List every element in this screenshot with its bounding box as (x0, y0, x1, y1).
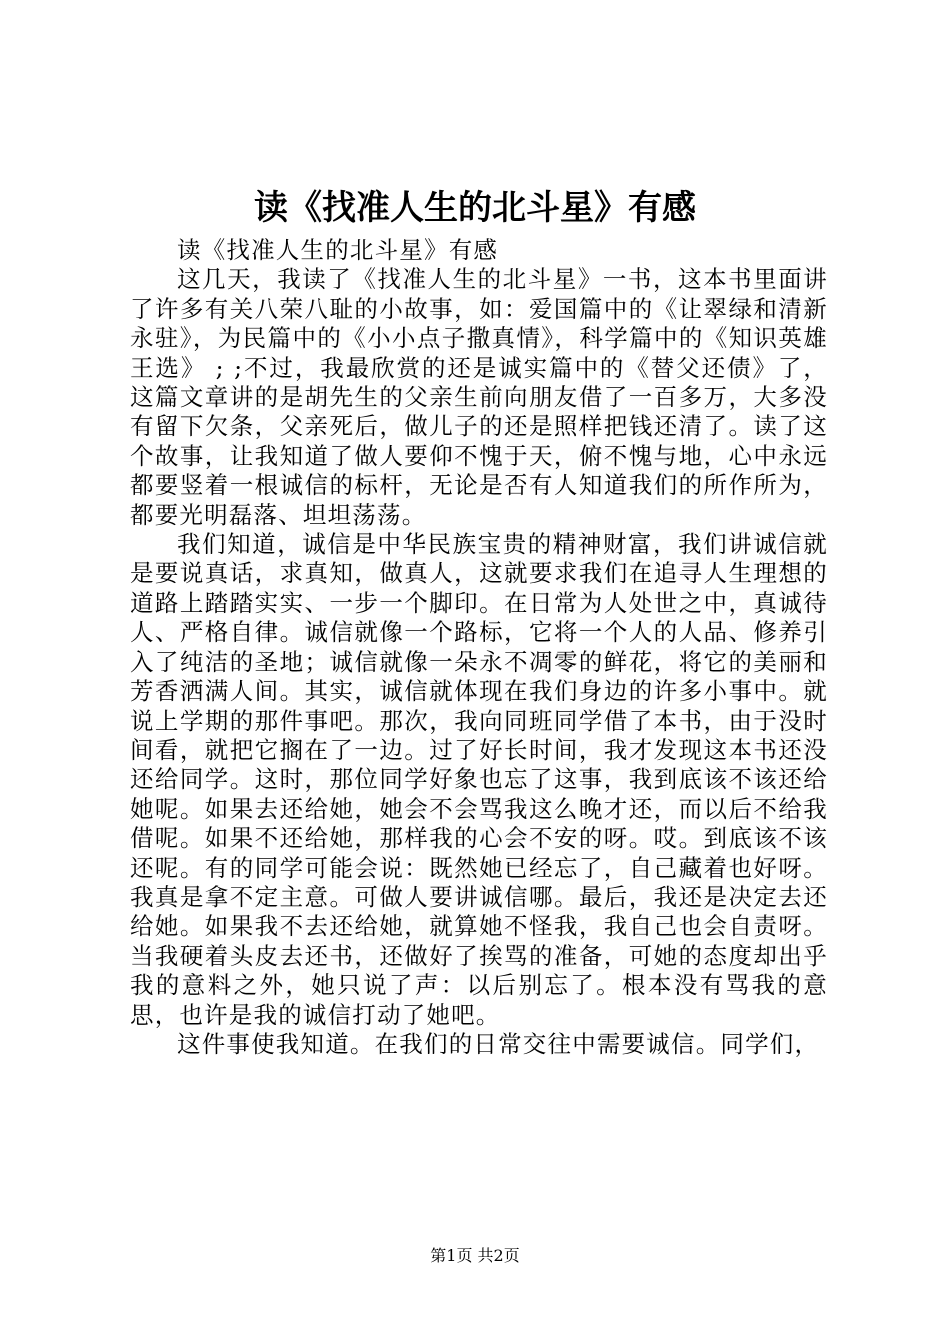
paragraph-1: 这几天，我读了《找准人生的北斗星》一书，这本书里面讲了许多有关八荣八耻的小故事，如：爱国篇中的《让翠绿和清新永驻》，为民篇中的《小小点子撒真情》，科学篇中的《知识英雄王选》 ; ;不过，我最欣赏的还是诚实篇中的《替父还债》了，这篇文章讲的是胡先生的父亲生前向朋友借了一百多万，大多没有留下欠条，父亲死后，做儿子的还是照样把钱还清了。读了这个故事，让我知道了做人要仰不愧于天，俯不愧与地，心中永远都要竖着一根诚信的标杆，无论是否有人知道我们的所作所为，都要光明磊落、坦坦荡荡。 (130, 265, 828, 529)
page-footer: 第1页 共2页 (430, 1246, 520, 1265)
document-subtitle: 读《找准人生的北斗星》有感 (177, 236, 499, 264)
document-title: 读《找准人生的北斗星》有感 (254, 188, 696, 228)
paragraph-2: 我们知道，诚信是中华民族宝贵的精神财富，我们讲诚信就是要说真话，求真知，做真人，这就要求我们在追寻人生理想的道路上踏踏实实、一步一个脚印。在日常为人处世之中，真诚待人、严格自律。诚信就像一个路标，它将一个人的人品、修养引入了纯洁的圣地；诚信就像一朵永不凋零的鲜花，将它的美丽和芳香洒满人间。其实，诚信就体现在我们身边的许多小事中。就说上学期的那件事吧。那次，我向同班同学借了本书，由于没时间看，就把它搁在了一边。过了好长时间，我才发现这本书还没还给同学。这时，那位同学好象也忘了这事，我到底该不该还给她呢。如果去还给她，她会不会骂我这么晚才还，而以后不给我借呢。如果不还给她，那样我的心会不安的呀。哎。到底该不该还呢。有的同学可能会说：既然她已经忘了，自己藏着也好呀。我真是拿不定主意。可做人要讲诚信哪。最后，我还是决定去还给她。如果我不去还给她，就算她不怪我，我自己也会自责呀。当我硬着头皮去还书，还做好了挨骂的准备，可她的态度却出乎我的意料之外，她只说了声：以后别忘了。根本没有骂我的意思，也许是我的诚信打动了她吧。 (130, 530, 828, 1029)
document-body (130, 236, 828, 1059)
paragraph-3: 这件事使我知道。在我们的日常交往中需要诚信。同学们， (177, 1029, 820, 1058)
